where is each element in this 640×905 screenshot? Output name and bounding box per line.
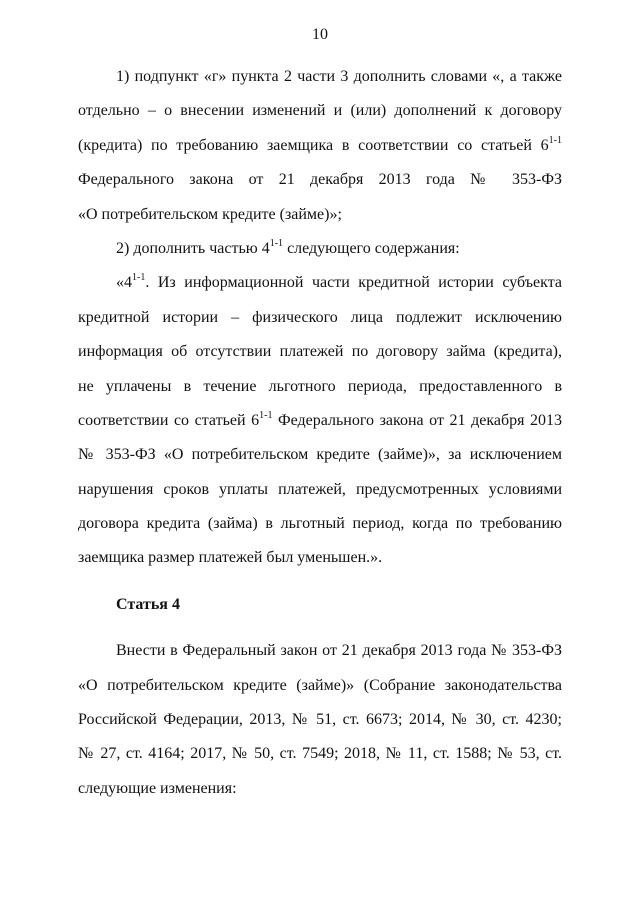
document-body bbox=[78, 60, 562, 806]
superscript: 1-1 bbox=[548, 134, 562, 146]
text-segment: «4 bbox=[116, 274, 132, 292]
text-line bbox=[78, 232, 562, 266]
text-line: следующие изменения: bbox=[78, 779, 237, 797]
text-line: отдельно – о внесении изменений и (или) дополнений к договору bbox=[78, 102, 562, 120]
text-segment: . Из информационной части кредитной истории субъекта bbox=[145, 274, 562, 292]
text-segment: 2) дополнить частью 4 bbox=[116, 239, 270, 257]
superscript: 1-1 bbox=[132, 272, 146, 284]
superscript: 1-1 bbox=[259, 409, 273, 421]
text-line: кредитной истории – физического лица подлежит исключению bbox=[78, 308, 562, 326]
text-segment bbox=[116, 274, 562, 291]
text-line bbox=[78, 266, 562, 300]
amendment-paragraph-1 bbox=[78, 60, 562, 232]
text-line: информация об отсутствии платежей по договору займа (кредита), bbox=[78, 343, 562, 361]
text-line: «О потребительском кредите (займе)»; bbox=[78, 205, 342, 223]
spacer bbox=[78, 622, 562, 634]
text-line: Внести в Федеральный закон от 21 декабря 2013 года № 353-ФЗ bbox=[116, 642, 562, 660]
text-line: заемщика размер платежей был уменьшен.». bbox=[78, 549, 383, 567]
text-segment: Федерального закона от 21 декабря 2013 bbox=[278, 411, 562, 429]
text-line: № 353-ФЗ «О потребительском кредите (займе)», за исключением bbox=[78, 446, 562, 464]
text-line bbox=[78, 404, 562, 438]
text-segment: следующего содержания: bbox=[283, 239, 460, 257]
text-segment bbox=[78, 409, 562, 438]
superscript: 1-1 bbox=[269, 237, 284, 249]
text-line: Федерального закона от 21 декабря 2013 года № 353-ФЗ bbox=[78, 171, 562, 189]
text-line: нарушения сроков уплаты платежей, предусмотренных условиями bbox=[78, 480, 562, 498]
text-line: договора кредита (займа) в льготный период, когда по требованию bbox=[78, 515, 562, 533]
text-segment: (кредита) по требованию заемщика в соответствии со статьей 6 bbox=[78, 136, 549, 154]
text-line: № 27, ст. 4164; 2017, № 50, ст. 7549; 2018, № 11, ст. 1588; № 53, ст. bbox=[78, 745, 562, 763]
page-number: 10 bbox=[312, 26, 328, 43]
text-segment: соответствии со статьей 6 bbox=[78, 411, 260, 429]
text-line: Российской Федерации, 2013, № 51, ст. 6673; 2014, № 30, ст. 4230; bbox=[78, 711, 562, 729]
amendment-paragraph-2 bbox=[78, 232, 562, 266]
article-paragraph bbox=[78, 634, 562, 806]
spacer bbox=[78, 576, 562, 588]
article-heading: Статья 4 bbox=[116, 595, 180, 613]
text-line: «О потребительском кредите (займе)» (Собрание законодательства bbox=[78, 676, 562, 694]
text-line: не уплачены в течение льготного периода, предоставленного в bbox=[78, 377, 562, 395]
text-line bbox=[78, 129, 562, 163]
text-line: 1) подпункт «г» пункта 2 части 3 дополнить словами «, а также bbox=[116, 68, 562, 85]
quoted-paragraph bbox=[78, 266, 562, 576]
